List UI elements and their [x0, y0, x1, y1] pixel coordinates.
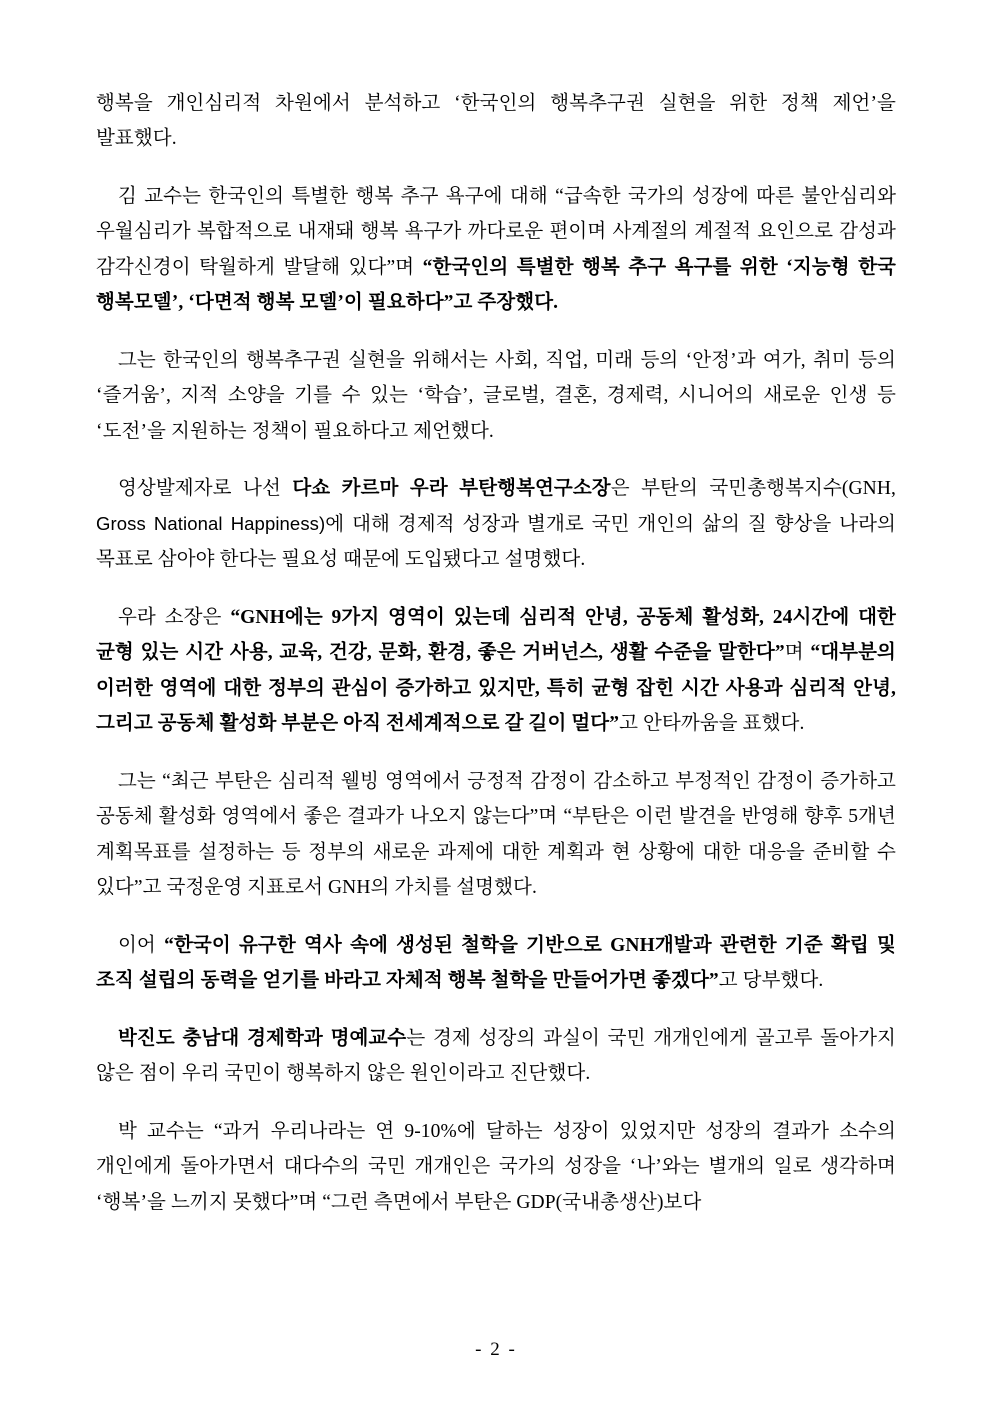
text-run: 이어 [118, 934, 165, 956]
paragraph [96, 928, 896, 999]
text-run-bold: “대부분의 이러한 영역에 대한 정부의 관심이 증가하고 있지만, 특히 균형 잡힌 시간 사용과 심리적 안녕, 그리고 공동체 활성화 부분은 아직 전세계적으로 갈 길이 멀다” [96, 642, 896, 735]
text-run: 고 당부했다. [718, 970, 824, 992]
paragraph [96, 343, 896, 449]
text-run: 영상발제자로 나선 [118, 478, 293, 500]
text-run: 행복을 개인심리적 차원에서 분석하고 ‘한국인의 행복추구권 실현을 위한 정책 제언’을 발표했다. [96, 93, 896, 150]
text-run: 고 안타까움을 표했다. [619, 713, 805, 735]
text-run: 에 대해 경제적 성장과 별개로 국민 개인의 삶의 질 향상을 나라의 목표로 삼아야 한다는 필요성 때문에 도입됐다고 설명했다. [96, 513, 896, 571]
text-run-latin: Gross National Happiness) [96, 512, 326, 534]
text-run: 그는 “최근 부탄은 심리적 웰빙 영역에서 긍정적 감정이 감소하고 부정적인 감정이 증가하고 공동체 활성화 영역에서 좋은 결과가 나오지 않는다”며 “부탄은 이런 발견을 반영해 향후 5개년 계획목표를 설정하는 등 정부의 새로운 과제에 대한 계획과 현 상황에 대한 대응을 준비할 수 있다”고 국정운영 지표로서 GNH의 가치를 설명했다. [96, 770, 896, 899]
text-run: 은 부탄의 국민총행복지수(GNH, [610, 478, 897, 500]
text-run-bold: 박진도 충남대 경제학과 명예교수 [118, 1027, 407, 1049]
paragraph [96, 471, 896, 577]
text-run: 는 경제 성장의 과실이 국민 개개인에게 골고루 돌아가지 않은 점이 우리 국민이 행복하지 않은 원인이라고 진단했다. [96, 1027, 896, 1085]
document-body [96, 86, 896, 1220]
text-run: 김 교수는 한국인의 특별한 행복 추구 욕구에 대해 “급속한 국가의 성장에 따른 불안심리와 우월심리가 복합적으로 내재돼 행복 욕구가 까다로운 편이며 사계절의 계절적 요인으로 감성과 감각신경이 탁월하게 발달해 있다”며 [96, 185, 896, 278]
text-run-bold: “한국이 유구한 역사 속에 생성된 철학을 기반으로 GNH개발과 관련한 기준 확립 및 조직 설립의 동력을 얻기를 바라고 자체적 행복 철학을 만들어가면 좋겠다” [96, 934, 896, 992]
text-run: 우라 소장은 [118, 606, 231, 628]
text-run: 박 교수는 “과거 우리나라는 연 9-10%에 달하는 성장이 있었지만 성장의 결과가 소수의 개인에게 돌아가면서 대다수의 국민 개개인은 국가의 성장을 ‘나’와는 별개의 일로 생각하며 ‘행복’을 느끼지 못했다”며 “그런 측면에서 부탄은 GDP(국내총생산)보다 [96, 1120, 896, 1213]
text-run-bold: “한국인의 특별한 행복 추구 욕구를 위한 ‘지능형 한국 행복모델’, ‘다면적 행복 모델’이 필요하다”고 주장했다. [96, 256, 896, 314]
paragraph [96, 1021, 896, 1092]
text-run-bold: “GNH에는 9가지 영역이 있는데 심리적 안녕, 공동체 활성화, 24시간에 대한 균형 있는 시간 사용, 교육, 건강, 문화, 환경, 좋은 거버넌스, 생활 수준을 말한다” [96, 606, 896, 664]
paragraph [96, 1114, 896, 1220]
page-number: - 2 - [475, 1339, 517, 1360]
text-run: 그는 한국인의 행복추구권 실현을 위해서는 사회, 직업, 미래 등의 ‘안정’과 여가, 취미 등의 ‘즐거움’, 지적 소양을 기를 수 있는 ‘학습’, 글로벌, 결혼, 경제력, 시니어의 새로운 인생 등 ‘도전’을 지원하는 정책이 필요하다고 제언했다. [96, 349, 896, 442]
paragraph [96, 600, 896, 742]
paragraph [96, 86, 896, 157]
text-run-bold: 다쇼 카르마 우라 부탄행복연구소장 [292, 478, 611, 500]
paragraph [96, 764, 896, 906]
paragraph [96, 179, 896, 321]
text-run: 며 [784, 642, 811, 664]
